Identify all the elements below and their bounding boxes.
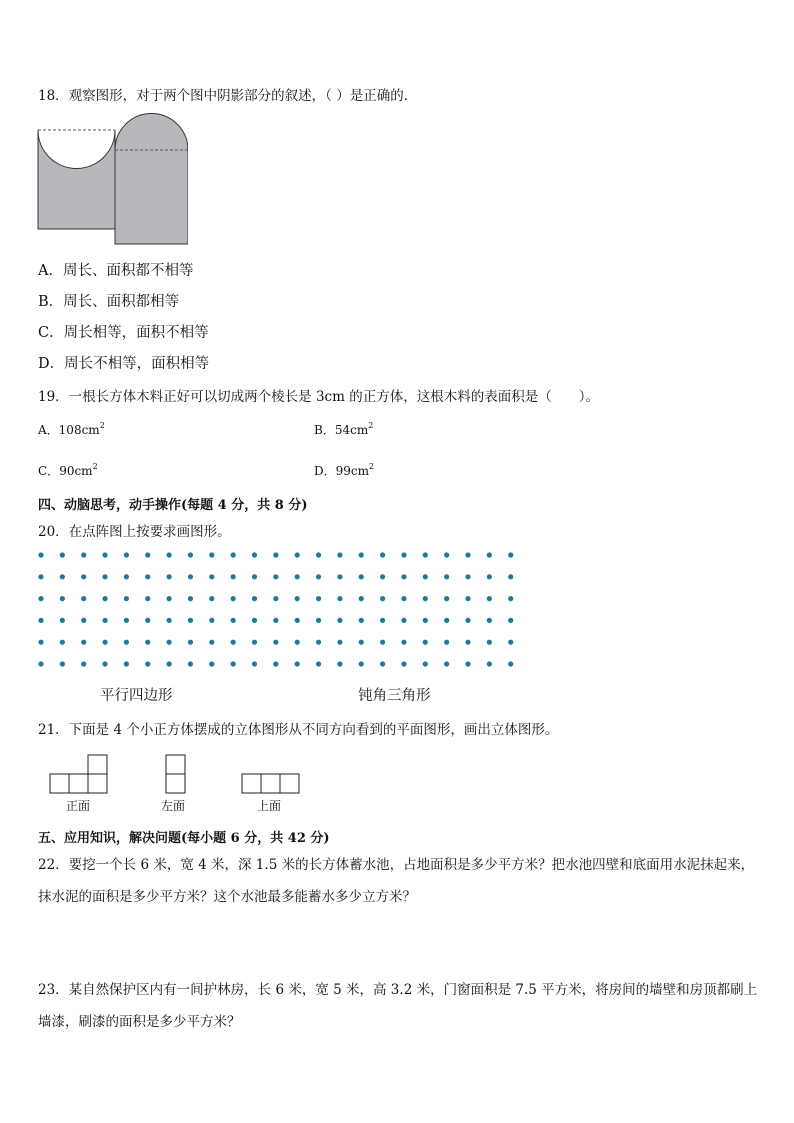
grid-dot [188, 618, 193, 623]
grid-dot [102, 640, 107, 645]
grid-dot [487, 640, 492, 645]
grid-dot [444, 574, 449, 579]
grid-dot [81, 596, 86, 601]
grid-dot [231, 661, 236, 666]
grid-dot [167, 618, 172, 623]
grid-dot [487, 661, 492, 666]
view-label-left: 左面 [161, 799, 186, 813]
grid-dot [145, 661, 150, 666]
grid-dot [444, 618, 449, 623]
figure-right-shaded [115, 114, 188, 244]
grid-dot [487, 618, 492, 623]
grid-dot [465, 661, 470, 666]
grid-dot [188, 640, 193, 645]
grid-dot [337, 574, 342, 579]
grid-dot [102, 596, 107, 601]
grid-dot [60, 574, 65, 579]
grid-dot [231, 574, 236, 579]
grid-dot [423, 552, 428, 557]
grid-dot [508, 618, 513, 623]
grid-dot [423, 596, 428, 601]
grid-dot [465, 574, 470, 579]
question-18-figure [36, 112, 188, 248]
grid-dot [167, 661, 172, 666]
grid-dot [508, 661, 513, 666]
grid-dot [465, 640, 470, 645]
figure-left-shaded [38, 130, 115, 229]
view-label-top: 上面 [257, 799, 282, 813]
grid-dot [337, 618, 342, 623]
q19-option-a: A．$108cm^2$ [38, 421, 105, 437]
grid-dot [401, 596, 406, 601]
grid-dot [337, 552, 342, 557]
grid-dot [145, 596, 150, 601]
grid-dot [401, 574, 406, 579]
grid-dot [423, 618, 428, 623]
grid-dot [81, 640, 86, 645]
grid-dot [60, 618, 65, 623]
grid-dot [167, 574, 172, 579]
question-21-text: 21．下面是 4 个小正方体摆成的立体图形从不同方向看到的平面图形，画出立体图形。 [38, 722, 559, 738]
grid-dot [359, 574, 364, 579]
grid-dot [380, 574, 385, 579]
grid-dot [145, 574, 150, 579]
dot-grid [34, 548, 518, 672]
grid-dot [465, 552, 470, 557]
grid-dot [102, 574, 107, 579]
q21-views-figure [48, 753, 308, 795]
grid-dot [295, 574, 300, 579]
grid-dot [209, 552, 214, 557]
grid-dot [444, 552, 449, 557]
grid-dot [444, 640, 449, 645]
question-22-line1: 22．要挖一个长 6 米，宽 4 米，深 1.5 米的长方体蓄水池，占地面积是多少平方米？把水池四壁和底面用水泥抹起来， [38, 857, 755, 873]
grid-dot [316, 574, 321, 579]
grid-dot [487, 574, 492, 579]
grid-dot [188, 661, 193, 666]
grid-dot [444, 596, 449, 601]
grid-dot [273, 661, 278, 666]
grid-dot [252, 618, 257, 623]
grid-dot [359, 552, 364, 557]
grid-dot [231, 552, 236, 557]
grid-dot [508, 596, 513, 601]
grid-dot [38, 640, 43, 645]
grid-dot [465, 596, 470, 601]
grid-dot [81, 661, 86, 666]
grid-dot [380, 552, 385, 557]
grid-dot [252, 552, 257, 557]
grid-dot [102, 661, 107, 666]
label-obtuse-triangle: 钝角三角形 [358, 688, 431, 704]
grid-dot [145, 618, 150, 623]
grid-dot [124, 574, 129, 579]
grid-dot [337, 640, 342, 645]
grid-dot [231, 618, 236, 623]
grid-dot [295, 618, 300, 623]
grid-dot [167, 552, 172, 557]
grid-dot [188, 574, 193, 579]
grid-dot [60, 661, 65, 666]
grid-dot [102, 618, 107, 623]
question-22-line2: 抹水泥的面积是多少平方米？这个水池最多能蓄水多少立方米？ [38, 889, 416, 905]
q18-option-a: A．周长、面积都不相等 [38, 263, 194, 279]
question-19-text: 19．一根长方体木料正好可以切成两个棱长是 3cm 的正方体，这根木料的表面积是（ ）。 [38, 389, 599, 405]
grid-dot [252, 661, 257, 666]
grid-dot [145, 552, 150, 557]
grid-dot [167, 640, 172, 645]
grid-dot [167, 596, 172, 601]
grid-dot [401, 618, 406, 623]
grid-dot [423, 574, 428, 579]
q19-option-b: B．$54cm^2$ [314, 421, 374, 437]
grid-dot [380, 640, 385, 645]
grid-dot [252, 596, 257, 601]
q19-option-c: C．$90cm^2$ [38, 462, 98, 478]
grid-dot [60, 552, 65, 557]
grid-dot [295, 640, 300, 645]
grid-dot [38, 596, 43, 601]
grid-dot [38, 574, 43, 579]
grid-dot [295, 596, 300, 601]
grid-dot [295, 552, 300, 557]
grid-dot [124, 596, 129, 601]
grid-dot [380, 661, 385, 666]
label-parallelogram: 平行四边形 [100, 688, 173, 704]
grid-dot [188, 552, 193, 557]
grid-dot [444, 661, 449, 666]
q18-option-b: B．周长、面积都相等 [38, 294, 180, 310]
question-18-text: 18．观察图形，对于两个图中阴影部分的叙述，（ ）是正确的. [38, 88, 409, 104]
grid-dot [81, 618, 86, 623]
grid-dot [231, 596, 236, 601]
grid-dot [337, 596, 342, 601]
grid-dot [124, 661, 129, 666]
grid-dot [508, 574, 513, 579]
grid-dot [359, 596, 364, 601]
grid-dot [359, 640, 364, 645]
top-view [242, 774, 299, 793]
grid-dot [231, 640, 236, 645]
grid-dot [273, 618, 278, 623]
grid-dot [380, 618, 385, 623]
question-23-line1: 23．某自然保护区内有一间护林房，长 6 米，宽 5 米，高 3.2 米，门窗面积是 7.5 平方米，将房间的墙壁和房顶都刷上 [38, 982, 758, 998]
grid-dot [273, 574, 278, 579]
front-view [50, 755, 107, 793]
grid-dot [359, 618, 364, 623]
view-label-front: 正面 [66, 799, 91, 813]
q18-option-c: C．周长相等，面积不相等 [38, 325, 209, 341]
grid-dot [508, 552, 513, 557]
left-view [166, 755, 185, 793]
grid-dot [81, 574, 86, 579]
grid-dot [124, 618, 129, 623]
grid-dot [316, 640, 321, 645]
grid-dot [401, 661, 406, 666]
q19-option-d: D．$99cm^2$ [314, 462, 375, 478]
question-20-text: 20．在点阵图上按要求画图形。 [38, 524, 231, 540]
grid-dot [102, 552, 107, 557]
grid-dot [81, 552, 86, 557]
grid-dot [487, 596, 492, 601]
grid-dot [316, 552, 321, 557]
grid-dot [273, 596, 278, 601]
grid-dot [209, 661, 214, 666]
grid-dot [295, 661, 300, 666]
grid-dot [124, 552, 129, 557]
grid-dot [60, 640, 65, 645]
grid-dot [380, 596, 385, 601]
grid-dot [124, 640, 129, 645]
section-5-heading: 五、应用知识，解决问题(每小题 6 分，共 42 分) [38, 831, 330, 846]
grid-dot [465, 618, 470, 623]
grid-dot [359, 661, 364, 666]
grid-dot [209, 574, 214, 579]
grid-dot [38, 618, 43, 623]
grid-dot [252, 640, 257, 645]
grid-dot [487, 552, 492, 557]
question-23-line2: 墙漆，刷漆的面积是多少平方米？ [38, 1014, 241, 1030]
grid-dot [209, 596, 214, 601]
section-4-heading: 四、动脑思考，动手操作(每题 4 分，共 8 分) [38, 498, 308, 513]
grid-dot [38, 552, 43, 557]
grid-dot [423, 640, 428, 645]
grid-dot [252, 574, 257, 579]
grid-dot [209, 618, 214, 623]
q18-option-d: D．周长不相等，面积相等 [38, 356, 210, 372]
grid-dot [423, 661, 428, 666]
grid-dot [316, 661, 321, 666]
grid-dot [273, 552, 278, 557]
grid-dot [145, 640, 150, 645]
grid-dot [273, 640, 278, 645]
grid-dot [209, 640, 214, 645]
grid-dot [188, 596, 193, 601]
grid-dot [60, 596, 65, 601]
grid-dot [38, 661, 43, 666]
grid-dot [337, 661, 342, 666]
grid-dot [508, 640, 513, 645]
grid-dot [401, 552, 406, 557]
grid-dot [316, 596, 321, 601]
grid-dot [316, 618, 321, 623]
grid-dot [401, 640, 406, 645]
